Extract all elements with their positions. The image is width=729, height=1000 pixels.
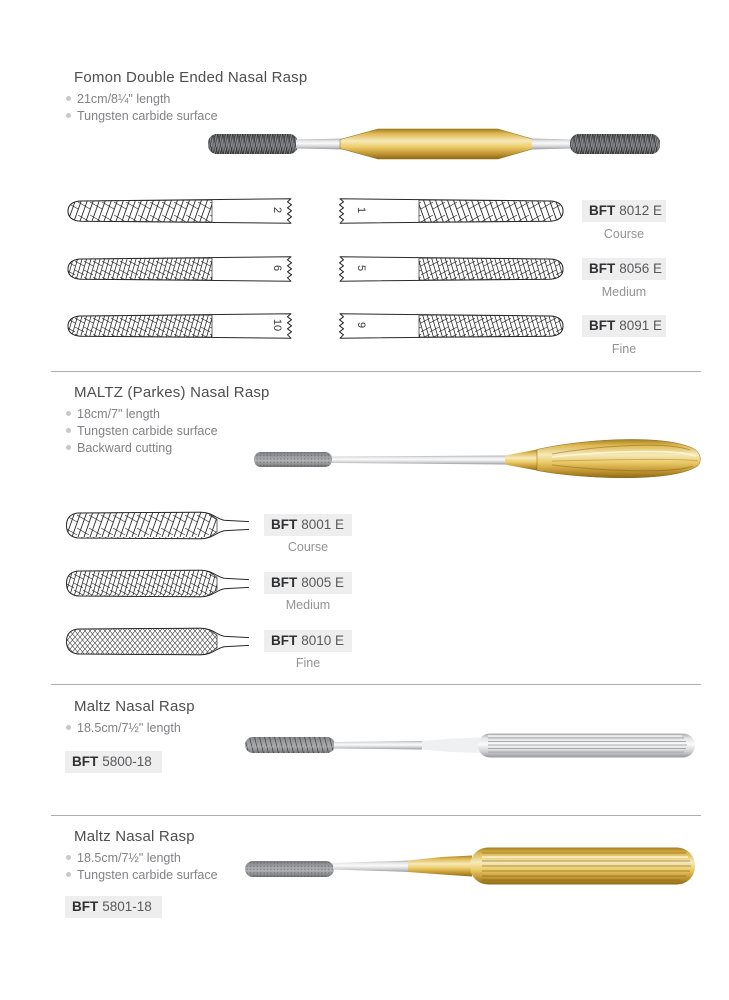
feature-text: 18.5cm/7½" length bbox=[77, 851, 181, 865]
tip-number: 6 bbox=[271, 264, 283, 272]
bullet-icon bbox=[66, 428, 71, 433]
code-number: 8010 E bbox=[301, 633, 345, 648]
feature-item bbox=[66, 721, 181, 735]
section-divider bbox=[51, 815, 701, 816]
code-number: 8012 E bbox=[619, 203, 663, 218]
page-title: MALTZ (Parkes) Nasal Rasp bbox=[74, 384, 270, 401]
code-number: 8056 E bbox=[619, 261, 663, 276]
code-prefix: BFT bbox=[72, 899, 99, 914]
section-divider bbox=[51, 371, 701, 372]
tip-number: 2 bbox=[271, 206, 283, 214]
feature-text: Tungsten carbide surface bbox=[77, 109, 218, 123]
code-prefix: BFT bbox=[271, 575, 298, 590]
feature-text: 21cm/8¼" length bbox=[77, 92, 171, 106]
page-title: Fomon Double Ended Nasal Rasp bbox=[74, 69, 308, 86]
product-code bbox=[582, 200, 666, 222]
product-code bbox=[582, 258, 666, 280]
bullet-icon bbox=[66, 725, 71, 730]
feature-text: 18cm/7" length bbox=[77, 407, 160, 421]
code-prefix: BFT bbox=[72, 754, 99, 769]
grade-label: Fine bbox=[611, 342, 637, 356]
product-code bbox=[264, 514, 352, 536]
code-number: 8091 E bbox=[619, 318, 663, 333]
code-prefix: BFT bbox=[589, 203, 616, 218]
feature-item bbox=[66, 424, 218, 438]
product-code bbox=[264, 572, 352, 594]
feature-item bbox=[66, 851, 181, 865]
instrument-photo-maltz-5801 bbox=[242, 844, 698, 890]
code-prefix: BFT bbox=[271, 633, 298, 648]
rasp-drawing-right bbox=[333, 311, 565, 341]
grade-label: Course bbox=[287, 540, 329, 554]
bullet-icon bbox=[66, 445, 71, 450]
grade-label: Course bbox=[603, 227, 645, 241]
feature-item bbox=[66, 868, 218, 882]
tip-number: 9 bbox=[355, 321, 367, 329]
product-code bbox=[582, 315, 666, 337]
bullet-icon bbox=[66, 872, 71, 877]
feature-item bbox=[66, 441, 172, 455]
code-number: 8001 E bbox=[301, 517, 345, 532]
rasp-drawing-right bbox=[333, 196, 565, 226]
feature-text: 18.5cm/7½" length bbox=[77, 721, 181, 735]
feature-text: Tungsten carbide surface bbox=[77, 868, 218, 882]
product-code bbox=[264, 630, 352, 652]
rasp-drawing-right bbox=[333, 254, 565, 284]
section-divider bbox=[51, 684, 701, 685]
instrument-photo-maltz-5800 bbox=[242, 727, 698, 767]
tip-number: 5 bbox=[355, 264, 367, 272]
code-number: 8005 E bbox=[301, 575, 345, 590]
rasp-drawing bbox=[65, 625, 250, 658]
code-prefix: BFT bbox=[589, 318, 616, 333]
rasp-drawing-left bbox=[66, 254, 298, 284]
product-code bbox=[65, 896, 162, 918]
code-prefix: BFT bbox=[271, 517, 298, 532]
product-code bbox=[65, 751, 162, 773]
code-number: 5801-18 bbox=[102, 899, 152, 914]
rasp-drawing-left bbox=[66, 196, 298, 226]
grade-label: Medium bbox=[285, 598, 331, 612]
rasp-drawing bbox=[65, 567, 250, 600]
feature-item bbox=[66, 407, 160, 421]
bullet-icon bbox=[66, 96, 71, 101]
feature-item bbox=[66, 92, 170, 106]
bullet-icon bbox=[66, 411, 71, 416]
code-number: 5800-18 bbox=[102, 754, 152, 769]
tip-number: 1 bbox=[355, 206, 367, 214]
rasp-drawing-left bbox=[66, 311, 298, 341]
feature-text: Backward cutting bbox=[77, 441, 173, 455]
feature-text: Tungsten carbide surface bbox=[77, 424, 218, 438]
rasp-drawing bbox=[65, 509, 250, 542]
page-title: Maltz Nasal Rasp bbox=[74, 698, 195, 715]
grade-label: Fine bbox=[295, 656, 321, 670]
code-prefix: BFT bbox=[589, 261, 616, 276]
instrument-photo-maltz-parkes bbox=[252, 430, 702, 486]
instrument-photo-fomon bbox=[206, 127, 662, 161]
tip-number: 10 bbox=[271, 318, 283, 332]
grade-label: Medium bbox=[601, 285, 647, 299]
bullet-icon bbox=[66, 855, 71, 860]
bullet-icon bbox=[66, 113, 71, 118]
feature-item bbox=[66, 109, 218, 123]
page-title: Maltz Nasal Rasp bbox=[74, 828, 195, 845]
